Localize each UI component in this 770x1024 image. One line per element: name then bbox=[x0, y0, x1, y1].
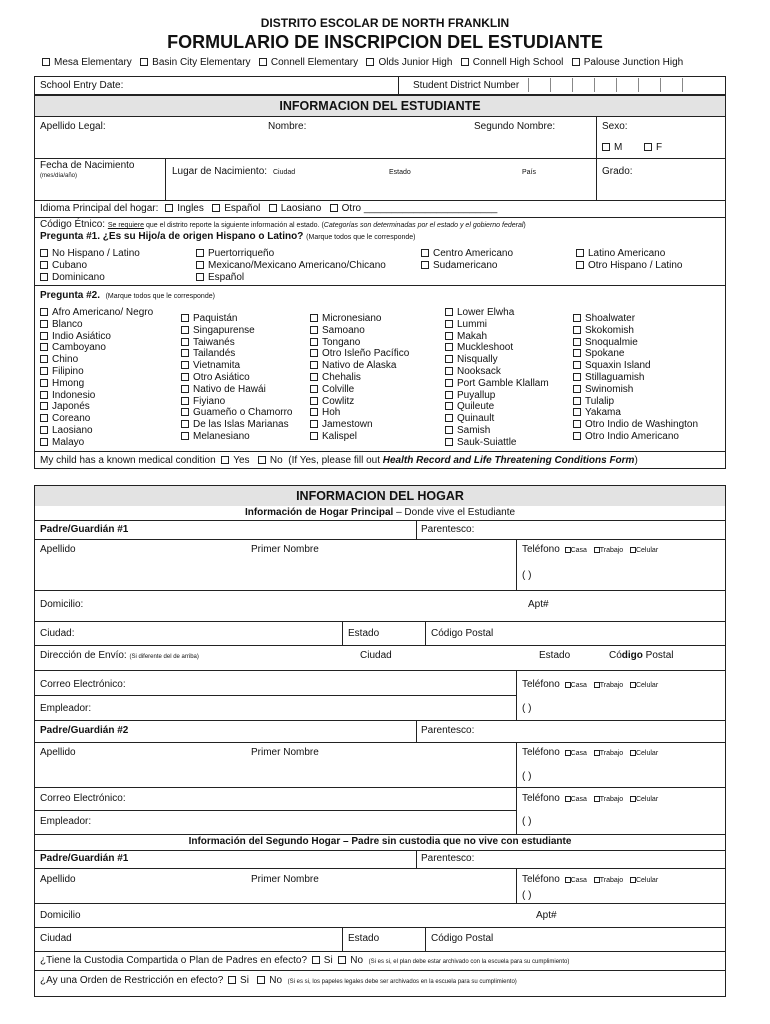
q2-option[interactable]: Squaxin Island bbox=[573, 360, 698, 372]
q2-option[interactable]: Muckleshoot bbox=[445, 342, 549, 354]
q2-option[interactable]: De las Islas Marianas bbox=[181, 419, 293, 431]
school-option[interactable]: Palouse Junction High bbox=[572, 57, 684, 68]
checkbox[interactable] bbox=[572, 58, 580, 66]
q2-option[interactable]: Hoh bbox=[310, 407, 409, 419]
zip-label: Código Postal bbox=[431, 933, 494, 944]
email-label: Correo Electrónico: bbox=[40, 679, 126, 690]
q2-option[interactable]: Lummi bbox=[445, 319, 549, 331]
district-number-cells[interactable] bbox=[528, 76, 704, 95]
checkbox[interactable] bbox=[165, 204, 173, 212]
phone-area-code[interactable]: ( ) bbox=[522, 570, 532, 581]
guardian-1-label: Padre/Guardián #1 bbox=[40, 853, 129, 864]
home-language-row bbox=[40, 203, 497, 214]
q2-option[interactable]: Jamestown bbox=[310, 419, 409, 431]
q2-option[interactable]: Makah bbox=[445, 331, 549, 343]
q2-col-2 bbox=[181, 313, 293, 443]
q1-option[interactable]: Español bbox=[196, 272, 386, 284]
mailing-city-label: Ciudad bbox=[360, 650, 392, 661]
household-section bbox=[34, 485, 726, 997]
phone-area-code[interactable]: ( ) bbox=[522, 816, 532, 827]
city-label: Ciudad bbox=[40, 933, 72, 944]
q2-option[interactable]: Quinault bbox=[445, 413, 549, 425]
q2-option[interactable]: Samish bbox=[445, 425, 549, 437]
q2-option[interactable]: Indio Asiático bbox=[40, 331, 153, 343]
q2-option[interactable]: Lower Elwha bbox=[445, 307, 549, 319]
custody-question-row: ¿Tiene la Custodia Compartida o Plan de Padres en efecto? Si No (Si es si, el plan debe estar archivado con la escuela para su cumplimiento) bbox=[40, 955, 570, 966]
phone-label: Teléfono Casa Trabajo Celular bbox=[522, 679, 659, 690]
state-label: Estado bbox=[348, 933, 380, 944]
checkbox[interactable] bbox=[140, 58, 148, 66]
q2-option[interactable]: Filipino bbox=[40, 366, 153, 378]
school-option[interactable]: Olds Junior High bbox=[366, 57, 452, 68]
q2-option[interactable]: Taiwanés bbox=[181, 337, 293, 349]
phone-area-code[interactable]: ( ) bbox=[522, 771, 532, 782]
first-name-label: Primer Nombre bbox=[251, 544, 319, 555]
legal-last-name-label: Apellido Legal: bbox=[40, 121, 106, 132]
q2-option[interactable]: Tongano bbox=[310, 337, 409, 349]
birth-date-hint: (mes/día/año) bbox=[40, 173, 78, 179]
birth-date-label: Fecha de Nacimiento bbox=[40, 160, 135, 171]
q2-option[interactable]: Fiyiano bbox=[181, 396, 293, 408]
checkbox[interactable] bbox=[212, 204, 220, 212]
zip-label: Código Postal bbox=[431, 628, 494, 639]
phone-label: Teléfono Casa Trabajo Celular bbox=[522, 793, 659, 804]
checkbox[interactable] bbox=[312, 956, 320, 964]
mailing-zip-label: Código Postal bbox=[609, 650, 674, 661]
checkbox[interactable] bbox=[644, 143, 652, 151]
phone-label: Teléfono Casa Trabajo Celular bbox=[522, 747, 659, 758]
q2-col-4 bbox=[445, 307, 549, 449]
q2-option[interactable]: Otro Isleño Pacífico bbox=[310, 348, 409, 360]
household-section-title: INFORMACION DEL HOGAR bbox=[296, 489, 464, 503]
question-1: Pregunta #1. ¿Es su Hijo/a de origen Hispano o Latino? (Marque todos que le corresponde) bbox=[40, 231, 416, 242]
second-household-title: Información del Segundo Hogar – Padre sin custodia que no vive con estudiante bbox=[188, 836, 572, 847]
q2-option[interactable]: Yakama bbox=[573, 407, 698, 419]
q2-option[interactable]: Tailandés bbox=[181, 348, 293, 360]
student-district-number-label: Student District Number bbox=[413, 80, 520, 91]
ethnic-code-note: Código Étnico: Se requiere que el distrito reporte la siguiente información al estado. (Categorías son determinadas por el estado y el gobierno federal) bbox=[40, 219, 526, 230]
school-option[interactable]: Connell High School bbox=[461, 57, 564, 68]
q2-option[interactable]: Singapurense bbox=[181, 325, 293, 337]
q2-option[interactable]: Puyallup bbox=[445, 390, 549, 402]
q1-option[interactable]: Mexicano/Mexicano Americano/Chicano bbox=[196, 260, 386, 272]
language-option: Español bbox=[224, 203, 261, 214]
city-label: Ciudad: bbox=[40, 628, 75, 639]
q2-option[interactable]: Melanesiano bbox=[181, 431, 293, 443]
checkbox[interactable] bbox=[42, 58, 50, 66]
checkbox[interactable] bbox=[461, 58, 469, 66]
q2-col-5 bbox=[573, 313, 698, 443]
q2-option[interactable]: Nativo de Hawái bbox=[181, 384, 293, 396]
q2-option[interactable]: Japonés bbox=[40, 401, 153, 413]
q2-option[interactable]: Chino bbox=[40, 354, 153, 366]
q2-option[interactable]: Vietnamita bbox=[181, 360, 293, 372]
q2-option[interactable]: Indonesio bbox=[40, 390, 153, 402]
q2-col-1 bbox=[40, 307, 153, 449]
birth-country-label: País bbox=[522, 169, 537, 176]
q2-option[interactable]: Guameño o Chamorro bbox=[181, 407, 293, 419]
q2-option[interactable]: Blanco bbox=[40, 319, 153, 331]
student-section-title: INFORMACION DEL ESTUDIANTE bbox=[279, 99, 481, 113]
q1-col-2 bbox=[196, 248, 386, 284]
q1-option[interactable]: Latino Americano bbox=[576, 248, 683, 260]
q1-col-4 bbox=[576, 248, 683, 272]
district-name: DISTRITO ESCOLAR DE NORTH FRANKLIN bbox=[260, 16, 510, 30]
relationship-label: Parentesco: bbox=[421, 725, 475, 736]
sex-m-option[interactable]: M bbox=[602, 142, 622, 153]
q1-col-3 bbox=[421, 248, 513, 272]
q2-option[interactable]: Nooksack bbox=[445, 366, 549, 378]
q2-option[interactable]: Nisqually bbox=[445, 354, 549, 366]
q2-option[interactable]: Port Gamble Klallam bbox=[445, 378, 549, 390]
home-language-label: Idioma Principal del hogar: bbox=[40, 203, 159, 214]
q2-option[interactable]: Afro Americano/ Negro bbox=[40, 307, 153, 319]
apt-label: Apt# bbox=[528, 599, 549, 610]
q2-col-3 bbox=[310, 313, 409, 443]
q2-option[interactable]: Tulalip bbox=[573, 396, 698, 408]
relationship-label: Parentesco: bbox=[421, 853, 475, 864]
checkbox[interactable] bbox=[257, 976, 265, 984]
language-option: Otro ________________________ bbox=[341, 203, 498, 214]
q2-option[interactable]: Malayo bbox=[40, 437, 153, 449]
restraining-order-row: ¿Ay una Orden de Restricción en efecto? Si No (Si es si, los papeles legales debe ser archivados en la escuela para su cumplimiento) bbox=[40, 975, 517, 986]
mailing-address-label: Dirección de Envío: (Si diferente del de arriba) bbox=[40, 650, 199, 661]
q2-option[interactable]: Quileute bbox=[445, 401, 549, 413]
q2-option[interactable]: Swinomish bbox=[573, 384, 698, 396]
q2-option[interactable]: Snoqualmie bbox=[573, 337, 698, 349]
q1-option[interactable]: Cubano bbox=[40, 260, 140, 272]
language-option: Laosiano bbox=[280, 203, 322, 214]
school-option[interactable]: Mesa Elementary bbox=[42, 57, 132, 68]
last-name-label: Apellido bbox=[40, 747, 76, 758]
q2-option[interactable]: Micronesiano bbox=[310, 313, 409, 325]
phone-area-code[interactable]: ( ) bbox=[522, 890, 532, 901]
checkbox[interactable] bbox=[602, 143, 610, 151]
last-name-label: Apellido bbox=[40, 874, 76, 885]
state-label: Estado bbox=[348, 628, 380, 639]
q2-option[interactable]: Otro Asiático bbox=[181, 372, 293, 384]
first-name-label: Primer Nombre bbox=[251, 874, 319, 885]
q2-option[interactable]: Coreano bbox=[40, 413, 153, 425]
address-label: Domicilio: bbox=[40, 599, 84, 610]
q2-option[interactable]: Samoano bbox=[310, 325, 409, 337]
primary-household-subtitle: Información de Hogar Principal – Donde vive el Estudiante bbox=[244, 507, 516, 518]
phone-label: Teléfono Casa Trabajo Celular bbox=[522, 874, 659, 885]
q1-option[interactable]: No Hispano / Latino bbox=[40, 248, 140, 260]
q1-col-1 bbox=[40, 248, 140, 284]
question-2: Pregunta #2. (Marque todos que le corresponde) bbox=[40, 290, 215, 301]
school-entry-date-label: School Entry Date: bbox=[40, 80, 124, 91]
q1-option[interactable]: Puertorriqueño bbox=[196, 248, 386, 260]
form-title: FORMULARIO DE INSCRIPCION DEL ESTUDIANTE bbox=[167, 32, 603, 52]
medical-no-label: No bbox=[269, 455, 283, 466]
checkbox[interactable] bbox=[228, 976, 236, 984]
guardian-2-label: Padre/Guardián #2 bbox=[40, 725, 129, 736]
q1-option[interactable]: Sudamericano bbox=[421, 260, 513, 272]
q2-option[interactable]: Stillaguamish bbox=[573, 372, 698, 384]
q2-option[interactable]: Skokomish bbox=[573, 325, 698, 337]
checkbox[interactable] bbox=[330, 204, 338, 212]
q2-option[interactable]: Otro Indio Americano bbox=[573, 431, 698, 443]
q1-option[interactable]: Otro Hispano / Latino bbox=[576, 260, 683, 272]
birth-state-label: Estado bbox=[389, 169, 411, 176]
school-option[interactable]: Basin City Elementary bbox=[140, 57, 250, 68]
q2-option[interactable]: Paquistán bbox=[181, 313, 293, 325]
apt-label: Apt# bbox=[536, 910, 557, 921]
first-name-label: Nombre: bbox=[268, 121, 307, 132]
q1-option[interactable]: Centro Americano bbox=[421, 248, 513, 260]
last-name-label: Apellido bbox=[40, 544, 76, 555]
phone-area-code[interactable]: ( ) bbox=[522, 703, 532, 714]
checkbox[interactable] bbox=[258, 456, 266, 464]
checkbox[interactable] bbox=[338, 956, 346, 964]
sex-label: Sexo: bbox=[602, 121, 628, 132]
phone-label: Teléfono Casa Trabajo Celular bbox=[522, 544, 659, 555]
q2-option[interactable]: Hmong bbox=[40, 378, 153, 390]
q2-option[interactable]: Chehalis bbox=[310, 372, 409, 384]
employer-label: Empleador: bbox=[40, 703, 92, 714]
language-option: Ingles bbox=[177, 203, 204, 214]
q2-option[interactable]: Spokane bbox=[573, 348, 698, 360]
mailing-state-label: Estado bbox=[539, 650, 571, 661]
school-option[interactable]: Connell Elementary bbox=[259, 57, 358, 68]
q1-option[interactable]: Dominicano bbox=[40, 272, 140, 284]
birth-place-label: Lugar de Nacimiento: bbox=[172, 166, 268, 177]
checkbox[interactable] bbox=[366, 58, 374, 66]
q2-option[interactable]: Nativo de Alaska bbox=[310, 360, 409, 372]
employer-label: Empleador: bbox=[40, 816, 92, 827]
q2-option[interactable]: Camboyano bbox=[40, 342, 153, 354]
email-label: Correo Electrónico: bbox=[40, 793, 126, 804]
medical-yes-label: Yes bbox=[233, 455, 250, 466]
checkbox[interactable] bbox=[221, 456, 229, 464]
sex-f-option[interactable]: F bbox=[644, 142, 662, 153]
medical-condition-row: My child has a known medical condition Yes No (If Yes, please fill out Health Record and Life Threatening Conditions Form) bbox=[40, 455, 638, 466]
birth-city-label: Ciudad bbox=[273, 169, 296, 176]
grade-label: Grado: bbox=[602, 166, 633, 177]
address-label: Domicilio bbox=[40, 910, 81, 921]
q2-option[interactable]: Laosiano bbox=[40, 425, 153, 437]
relationship-label: Parentesco: bbox=[421, 524, 475, 535]
guardian-1-label: Padre/Guardián #1 bbox=[40, 524, 129, 535]
school-checklist bbox=[42, 57, 683, 68]
q2-option[interactable]: Cowlitz bbox=[310, 396, 409, 408]
q2-option[interactable]: Shoalwater bbox=[573, 313, 698, 325]
q2-option[interactable]: Colville bbox=[310, 384, 409, 396]
q2-option[interactable]: Sauk-Suiattle bbox=[445, 437, 549, 449]
q2-option[interactable]: Otro Indio de Washington bbox=[573, 419, 698, 431]
q2-option[interactable]: Kalispel bbox=[310, 431, 409, 443]
first-name-label: Primer Nombre bbox=[251, 747, 319, 758]
middle-name-label: Segundo Nombre: bbox=[474, 121, 556, 132]
checkbox[interactable] bbox=[259, 58, 267, 66]
checkbox[interactable] bbox=[269, 204, 277, 212]
